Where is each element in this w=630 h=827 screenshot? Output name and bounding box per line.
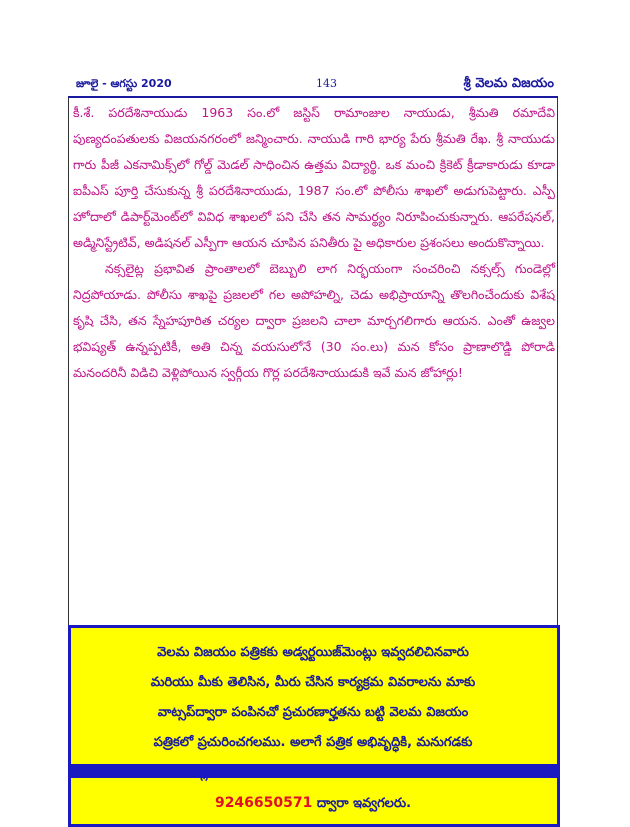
notice-line: పత్రికలో ప్రచురించగలము. అలాగే పత్రిక అభివృద్ధికి, మనుగడకు xyxy=(153,735,473,750)
article-box xyxy=(68,98,558,625)
article-body xyxy=(73,100,555,386)
notice-line-suffix: ద్వారా ఇవ్వగలరు. xyxy=(312,796,412,811)
footer-bar xyxy=(68,764,558,778)
notice-line-phone xyxy=(87,788,539,819)
notice-text xyxy=(87,638,539,819)
article-paragraph-2: నక్సలైట్ల ప్రభావిత ప్రాంతాలలో బెబ్బులి లాగ నిర్భయంగా సంచరించి నక్సల్స్ గుండెల్లో నిద్రపోయాడు. పోలీసు శాఖపై ప్రజలలో గల అపోహల్ని, చెడు అభిప్రాయాన్ని తొలగించేందుకు విశేష కృషి చేసి, తన స్నేహపూరిత చర్యల ద్వారా ప్రజలని చాలా మార్చగలిగారు ఆయన. ఎంతో ఉజ్వల భవిష్యత్ ఉన్నప్పటికీ, అతి చిన్న వయసులోనే (30 సం.లు) మన కోసం ప్రాణాలొడ్డి పోరాడి మనందరినీ విడిచి వెళ్లిపోయిన స్వర్గీయ గొర్ల పరదేశినాయుడుకి ఇవే మన జోహార్లు! xyxy=(73,261,555,380)
advertisement-notice xyxy=(68,625,560,827)
issue-date: జూలై - ఆగస్టు 2020 xyxy=(76,77,172,90)
donation-phone-number: 9246650571 xyxy=(214,795,313,811)
notice-line: వాట్సప్‌ద్వారా పంపినచో ప్రచురణార్హతను బట్టి వెలమ విజయం xyxy=(157,705,469,720)
magazine-page xyxy=(68,74,558,811)
magazine-title: శ్రీ వెలమ విజయం xyxy=(463,76,554,91)
page-number: 143 xyxy=(316,77,337,90)
page-header xyxy=(68,74,558,98)
article-paragraph-1: కీ.శే. పరదేశినాయుడు 1963 సం.లో జస్టిస్ రామాంజుల నాయుడు, శ్రీమతి రమాదేవి పుణ్యదంపతులకు విజయనగరంలో జన్మించారు. నాయుడి గారి భార్య పేరు శ్రీమతి రేఖ. శ్రీ నాయుడు గారు పీజీ ఎకనామిక్స్‌లో గోల్డ్ మెడల్ సాధించిన ఉత్తమ విద్యార్థి. ఒక మంచి క్రికెట్ క్రీడాకారుడు కూడా ఐపీఎస్ పూర్తి చేసుకున్న శ్రీ పరదేశినాయుడు, 1987 సం.లో పోలీసు శాఖలో అడుగుపెట్టారు. ఎస్పీ హోదాలో డిపార్ట్‌మెంట్‌లో వివిధ శాఖలలో పని చేసి తన సామర్థ్యం నిరూపించుకున్నారు. ఆపరేషనల్, అడ్మినిస్ట్రేటివ్, అడిషనల్ ఎస్పీగా ఆయన చూపిన పనితీరు పై అధికారుల ప్రశంసలు అందుకొన్నాయి. xyxy=(73,105,555,250)
notice-line: వెలమ విజయం పత్రికకు అడ్వర్టయిజ్‌మెంట్లు ఇవ్వదలిచినవారు xyxy=(157,645,469,660)
notice-line: మరియు మీకు తెలిసిన, మీరు చేసిన కార్యక్రమ వివరాలను మాకు xyxy=(150,675,476,690)
